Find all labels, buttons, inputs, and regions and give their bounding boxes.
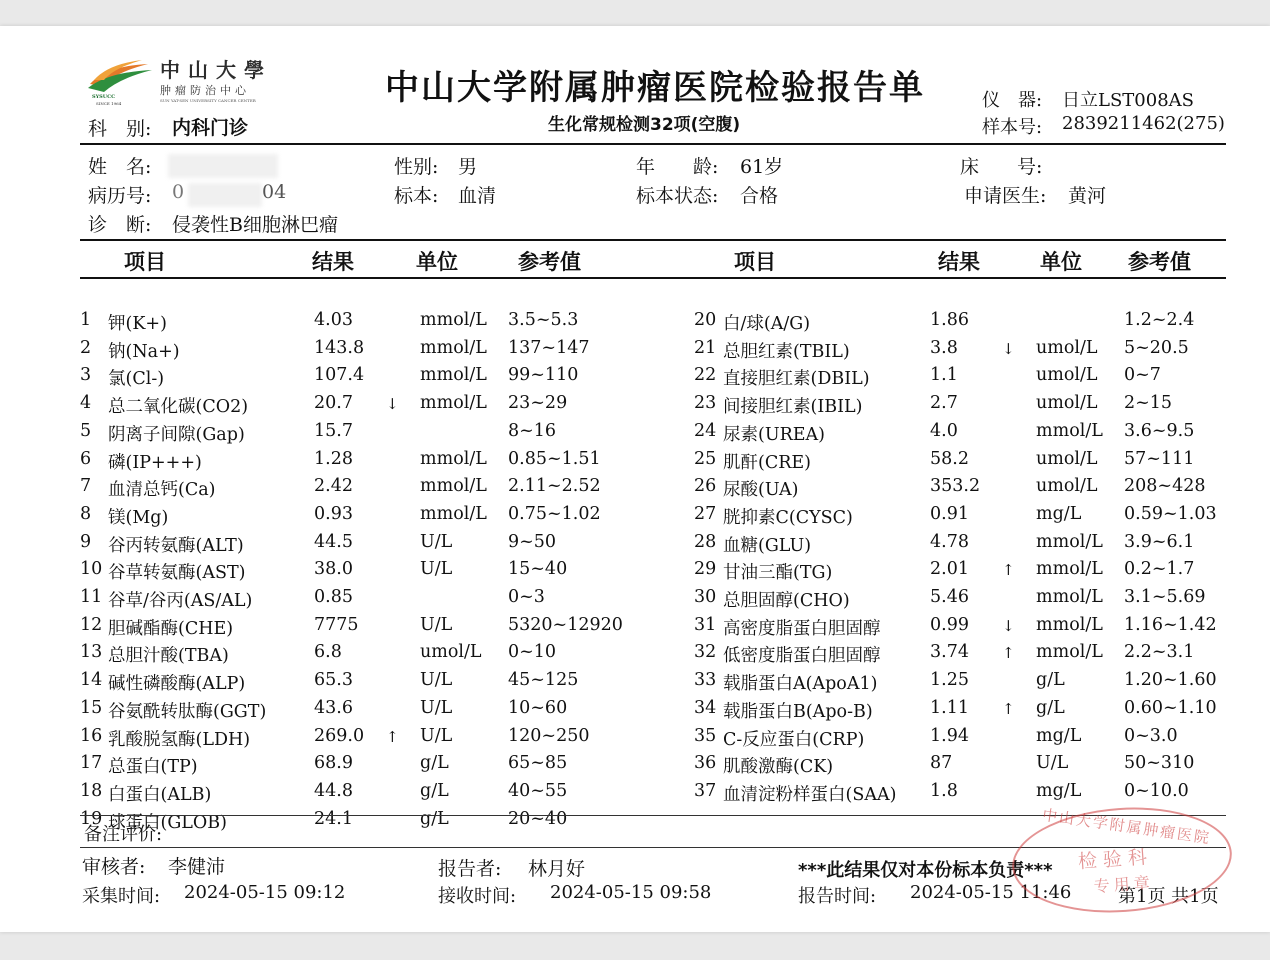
logo-university-name: 中山大學 [160, 58, 272, 82]
right-row-ref: 3.1~5.69 [1124, 587, 1206, 607]
left-row-no: 16 [80, 725, 103, 746]
logo-emblem-text: SYSUCC [92, 94, 116, 100]
left-row-unit: mmol/L [420, 503, 487, 524]
stamp-line-2: 检验科 [1077, 845, 1154, 874]
right-row-flag: ↑ [1002, 699, 1015, 718]
left-row-item: 胆碱酯酶(CHE) [108, 618, 234, 639]
right-row-result: 353.2 [930, 476, 981, 497]
bed-label: 床 号: [960, 156, 1043, 178]
name-label: 姓 名: [88, 156, 152, 178]
left-row-unit: U/L [420, 725, 453, 746]
left-row-ref: 5320~12920 [508, 614, 623, 635]
left-row-result: 6.8 [314, 642, 342, 663]
right-row-ref: 50~310 [1124, 753, 1195, 774]
reviewer-value: 李健沛 [168, 856, 226, 878]
logo-center-name: 肿瘤防治中心 [160, 84, 250, 97]
table-header-divider [80, 277, 1226, 279]
right-row-ref: 0~10.0 [1124, 780, 1189, 801]
right-row-no: 30 [694, 587, 717, 607]
right-row-result: 1.8 [930, 780, 958, 801]
diagnosis-value: 侵袭性B细胞淋巴瘤 [172, 214, 338, 236]
left-row-no: 18 [80, 780, 103, 801]
left-row-no: 19 [80, 808, 103, 829]
left-row-item: 血清总钙(Ca) [108, 480, 216, 501]
sample-no-label: 样本号: [982, 117, 1043, 138]
left-row-unit: U/L [420, 531, 453, 552]
right-row-no: 26 [694, 476, 717, 497]
left-row-result: 4.03 [314, 310, 353, 330]
left-row-flag: ↓ [386, 395, 399, 414]
gender-value: 男 [458, 156, 478, 178]
right-row-result: 1.86 [930, 310, 969, 330]
right-row-result: 0.91 [930, 503, 969, 524]
right-row-unit: mmol/L [1036, 559, 1103, 580]
dept-label: 科 别: [88, 118, 152, 140]
collect-time-value: 2024-05-15 09:12 [184, 882, 346, 903]
left-row-result: 44.5 [314, 531, 353, 552]
stamp-line-1: 中山大学附属肿瘤医院 [1041, 805, 1213, 848]
stamp-line-3: 专用章 [1093, 872, 1155, 897]
left-row-no: 9 [80, 531, 92, 552]
right-row-ref: 0.2~1.7 [1124, 559, 1195, 580]
right-row-item: 载脂蛋白A(ApoA1) [723, 674, 878, 695]
receive-time-value: 2024-05-15 09:58 [550, 882, 712, 903]
left-row-no: 15 [80, 697, 103, 718]
left-row-ref: 10~60 [508, 697, 568, 718]
left-row-no: 4 [80, 393, 92, 414]
left-row-result: 269.0 [314, 725, 365, 746]
instrument-label: 仪 器: [982, 90, 1043, 111]
left-row-ref: 3.5~5.3 [508, 310, 579, 330]
left-row-no: 14 [80, 670, 103, 691]
right-row-result: 87 [930, 753, 953, 774]
left-row-item: 谷草/谷丙(AS/AL) [108, 591, 253, 611]
reporter-value: 林月好 [528, 858, 586, 880]
record-suffix: 04 [262, 181, 287, 203]
specimen-label: 标本: [394, 185, 439, 207]
left-row-item: 总胆汁酸(TBA) [108, 646, 229, 667]
right-row-ref: 2~15 [1124, 393, 1173, 414]
age-value: 61岁 [740, 156, 784, 178]
specimen-value: 血清 [458, 185, 497, 207]
right-row-item: 高密度脂蛋白胆固醇 [723, 618, 881, 639]
right-row-ref: 208~428 [1124, 476, 1206, 497]
left-row-no: 7 [80, 476, 92, 497]
report-title: 中山大学附属肿瘤医院检验报告单 [385, 68, 925, 108]
patient-divider [80, 239, 1226, 241]
specimen-status-label: 标本状态: [636, 185, 719, 207]
left-row-unit: mmol/L [420, 476, 487, 497]
right-row-result: 1.11 [930, 697, 969, 718]
left-row-no: 12 [80, 614, 103, 635]
right-row-ref: 3.9~6.1 [1124, 531, 1195, 552]
right-row-ref: 0~3.0 [1124, 725, 1178, 746]
left-row-ref: 99~110 [508, 365, 579, 386]
col-header-result-right: 结果 [938, 250, 980, 274]
right-row-result: 58.2 [930, 448, 969, 469]
left-row-ref: 2.11~2.52 [508, 476, 601, 497]
right-row-no: 37 [694, 780, 717, 801]
right-row-flag: ↑ [1002, 644, 1015, 663]
left-row-unit: g/L [420, 780, 449, 801]
right-row-unit: mmol/L [1036, 614, 1103, 635]
col-header-item-right: 项目 [734, 250, 776, 274]
right-row-ref: 3.6~9.5 [1124, 420, 1195, 441]
left-row-unit: mmol/L [420, 310, 487, 330]
reviewer-label: 审核者: [82, 856, 146, 878]
right-row-no: 35 [694, 725, 717, 746]
right-row-unit: umol/L [1036, 448, 1098, 469]
left-row-no: 11 [80, 587, 103, 607]
record-redaction [188, 183, 262, 207]
logo-english-name: SUN YAT-SEN UNIVERSITY CANCER CENTER [160, 98, 256, 103]
left-row-result: 143.8 [314, 337, 365, 358]
right-row-flag: ↑ [1002, 561, 1015, 580]
report-subtitle: 生化常规检测32项(空腹) [548, 115, 741, 135]
right-row-result: 2.7 [930, 393, 958, 414]
left-row-item: 氯(Cl-) [108, 369, 165, 390]
left-row-result: 2.42 [314, 476, 353, 497]
left-row-result: 38.0 [314, 559, 353, 580]
right-row-flag: ↓ [1002, 339, 1015, 358]
right-row-no: 31 [694, 614, 717, 635]
left-row-item: 谷草转氨酶(AST) [108, 563, 246, 584]
left-row-item: 总二氧化碳(CO2) [108, 397, 249, 418]
left-row-result: 44.8 [314, 780, 353, 801]
left-row-item: 白蛋白(ALB) [108, 784, 212, 805]
right-row-result: 1.94 [930, 725, 969, 746]
left-row-result: 0.85 [314, 587, 353, 607]
hospital-logo [86, 56, 296, 106]
left-row-no: 1 [80, 310, 92, 330]
right-row-result: 0.99 [930, 614, 969, 635]
right-row-no: 33 [694, 670, 717, 691]
right-row-result: 1.25 [930, 670, 969, 691]
left-row-result: 68.9 [314, 753, 353, 774]
right-row-ref: 5~20.5 [1124, 337, 1189, 358]
left-row-item: 镁(Mg) [108, 507, 169, 528]
right-row-no: 20 [694, 310, 717, 330]
left-row-no: 5 [80, 420, 92, 441]
left-row-result: 0.93 [314, 503, 353, 524]
right-row-result: 1.1 [930, 365, 958, 386]
right-row-ref: 2.2~3.1 [1124, 642, 1195, 663]
right-row-result: 5.46 [930, 587, 969, 607]
right-row-unit: g/L [1036, 670, 1065, 691]
right-row-unit: U/L [1036, 753, 1069, 774]
right-row-no: 29 [694, 559, 717, 580]
receive-time-label: 接收时间: [438, 886, 517, 907]
right-row-unit: mmol/L [1036, 420, 1103, 441]
left-row-unit: mmol/L [420, 365, 487, 386]
diagnosis-label: 诊 断: [88, 214, 152, 236]
right-row-no: 24 [694, 420, 717, 441]
left-row-no: 6 [80, 448, 92, 469]
right-row-item: 总胆固醇(CHO) [723, 591, 850, 611]
right-row-unit: mmol/L [1036, 531, 1103, 552]
right-row-flag: ↓ [1002, 616, 1015, 635]
left-row-ref: 0.75~1.02 [508, 503, 601, 524]
left-row-result: 7775 [314, 614, 359, 635]
right-row-ref: 57~111 [1124, 448, 1195, 469]
right-row-item: 肌酐(CRE) [723, 452, 811, 473]
col-header-ref-left: 参考值 [518, 250, 581, 274]
header-divider [80, 143, 1226, 145]
left-row-flag: ↑ [386, 727, 399, 746]
left-row-result: 107.4 [314, 365, 365, 386]
right-row-result: 3.74 [930, 642, 969, 663]
gender-label: 性别: [394, 156, 439, 178]
right-row-item: 血糖(GLU) [723, 535, 812, 556]
right-row-result: 2.01 [930, 559, 969, 580]
left-row-result: 1.28 [314, 448, 353, 469]
left-row-ref: 23~29 [508, 393, 568, 414]
right-row-unit: umol/L [1036, 476, 1098, 497]
left-row-result: 43.6 [314, 697, 353, 718]
left-row-no: 10 [80, 559, 103, 580]
instrument-value: 日立LST008AS [1062, 90, 1194, 111]
left-row-unit: umol/L [420, 642, 482, 663]
left-row-no: 3 [80, 365, 92, 386]
right-row-unit: mg/L [1036, 780, 1082, 801]
name-redaction [168, 154, 278, 178]
record-label: 病历号: [88, 185, 152, 207]
right-row-unit: umol/L [1036, 393, 1098, 414]
left-row-unit: U/L [420, 697, 453, 718]
left-row-item: 钠(Na+) [108, 341, 180, 362]
dept-value: 内科门诊 [172, 117, 249, 139]
page-info: 第1页 共1页 [1118, 886, 1219, 907]
right-row-no: 22 [694, 365, 717, 386]
right-row-item: 低密度脂蛋白胆固醇 [723, 646, 881, 667]
right-row-item: 直接胆红素(DBIL) [723, 369, 870, 390]
record-value: 0 [172, 181, 185, 203]
right-row-item: 总胆红素(TBIL) [723, 341, 850, 362]
left-row-ref: 120~250 [508, 725, 590, 746]
left-row-result: 24.1 [314, 808, 353, 829]
left-row-unit: g/L [420, 753, 449, 774]
left-row-item: 碱性磷酸酶(ALP) [108, 674, 246, 695]
left-row-ref: 9~50 [508, 531, 557, 552]
left-row-item: 谷氨酰转肽酶(GGT) [108, 701, 267, 722]
right-row-ref: 0.59~1.03 [1124, 503, 1217, 524]
specimen-status-value: 合格 [740, 185, 779, 207]
left-row-item: 磷(IP+++) [108, 452, 202, 473]
left-row-no: 8 [80, 503, 92, 524]
right-row-item: 尿素(UREA) [723, 424, 825, 445]
left-row-unit: mmol/L [420, 337, 487, 358]
right-row-ref: 1.2~2.4 [1124, 310, 1195, 330]
right-row-item: C-反应蛋白(CRP) [723, 729, 865, 750]
right-row-unit: umol/L [1036, 337, 1098, 358]
left-row-no: 13 [80, 642, 103, 663]
left-row-result: 65.3 [314, 670, 353, 691]
right-row-result: 4.0 [930, 420, 958, 441]
right-row-no: 27 [694, 503, 717, 524]
right-row-item: 白/球(A/G) [723, 314, 811, 334]
right-row-ref: 0~7 [1124, 365, 1161, 386]
left-row-unit: U/L [420, 614, 453, 635]
right-row-no: 34 [694, 697, 717, 718]
right-row-unit: mg/L [1036, 725, 1082, 746]
left-row-ref: 65~85 [508, 753, 568, 774]
left-row-ref: 0.85~1.51 [508, 448, 601, 469]
left-row-unit: mmol/L [420, 393, 487, 414]
right-row-item: 尿酸(UA) [723, 480, 799, 501]
doctor-label: 申请医生: [964, 185, 1047, 207]
right-row-item: 甘油三酯(TG) [723, 563, 833, 584]
doctor-value: 黄河 [1068, 185, 1107, 207]
left-row-item: 球蛋白(GLOB) [108, 812, 227, 833]
left-row-unit: g/L [420, 808, 449, 829]
left-row-ref: 0~3 [508, 587, 545, 607]
report-sheet [0, 26, 1270, 932]
logo-emblem-year: SINCE 1964 [96, 101, 122, 106]
right-row-no: 32 [694, 642, 717, 663]
left-row-unit: U/L [420, 559, 453, 580]
age-label: 年 龄: [636, 156, 719, 178]
left-row-ref: 20~40 [508, 808, 568, 829]
reporter-label: 报告者: [438, 858, 502, 880]
right-row-unit: mg/L [1036, 503, 1082, 524]
left-row-ref: 0~10 [508, 642, 557, 663]
left-row-unit: U/L [420, 670, 453, 691]
right-row-item: 载脂蛋白B(Apo-B) [723, 701, 873, 722]
right-row-unit: mmol/L [1036, 642, 1103, 663]
right-row-item: 血清淀粉样蛋白(SAA) [723, 784, 897, 805]
right-row-no: 25 [694, 448, 717, 469]
right-row-result: 3.8 [930, 337, 958, 358]
left-row-ref: 15~40 [508, 559, 568, 580]
disclaimer-text: ***此结果仅对本份标本负责*** [798, 860, 1053, 881]
left-row-item: 谷丙转氨酶(ALT) [108, 535, 244, 556]
right-row-result: 4.78 [930, 531, 969, 552]
col-header-unit-left: 单位 [416, 250, 458, 274]
report-time-label: 报告时间: [798, 886, 877, 907]
col-header-unit-right: 单位 [1040, 250, 1082, 274]
right-row-ref: 0.60~1.10 [1124, 697, 1217, 718]
col-header-result-left: 结果 [312, 250, 354, 274]
remark-label: 备注评价: [84, 824, 163, 845]
left-row-item: 乳酸脱氢酶(LDH) [108, 729, 251, 750]
left-row-item: 总蛋白(TP) [108, 757, 198, 778]
sample-no-value: 2839211462(275) [1062, 113, 1225, 134]
col-header-item-left: 项目 [124, 250, 166, 274]
right-row-item: 肌酸激酶(CK) [723, 757, 834, 778]
left-row-unit: mmol/L [420, 448, 487, 469]
left-row-ref: 45~125 [508, 670, 579, 691]
left-row-ref: 8~16 [508, 420, 557, 441]
collect-time-label: 采集时间: [82, 886, 161, 907]
left-row-ref: 40~55 [508, 780, 568, 801]
right-row-ref: 1.16~1.42 [1124, 614, 1217, 635]
left-row-no: 17 [80, 753, 103, 774]
col-header-ref-right: 参考值 [1128, 250, 1191, 274]
report-time-value: 2024-05-15 11:46 [910, 882, 1072, 903]
left-row-item: 阴离子间隙(Gap) [108, 424, 245, 445]
right-row-item: 胱抑素C(CYSC) [723, 507, 853, 528]
right-row-unit: mmol/L [1036, 587, 1103, 607]
left-row-result: 20.7 [314, 393, 353, 414]
left-row-no: 2 [80, 337, 92, 358]
right-row-unit: umol/L [1036, 365, 1098, 386]
right-row-no: 36 [694, 753, 717, 774]
right-row-item: 间接胆红素(IBIL) [723, 397, 863, 418]
right-row-no: 21 [694, 337, 717, 358]
right-row-ref: 1.20~1.60 [1124, 670, 1217, 691]
left-row-result: 15.7 [314, 420, 353, 441]
right-row-no: 28 [694, 531, 717, 552]
right-row-no: 23 [694, 393, 717, 414]
left-row-item: 钾(K+) [108, 314, 167, 334]
left-row-ref: 137~147 [508, 337, 590, 358]
right-row-unit: g/L [1036, 697, 1065, 718]
